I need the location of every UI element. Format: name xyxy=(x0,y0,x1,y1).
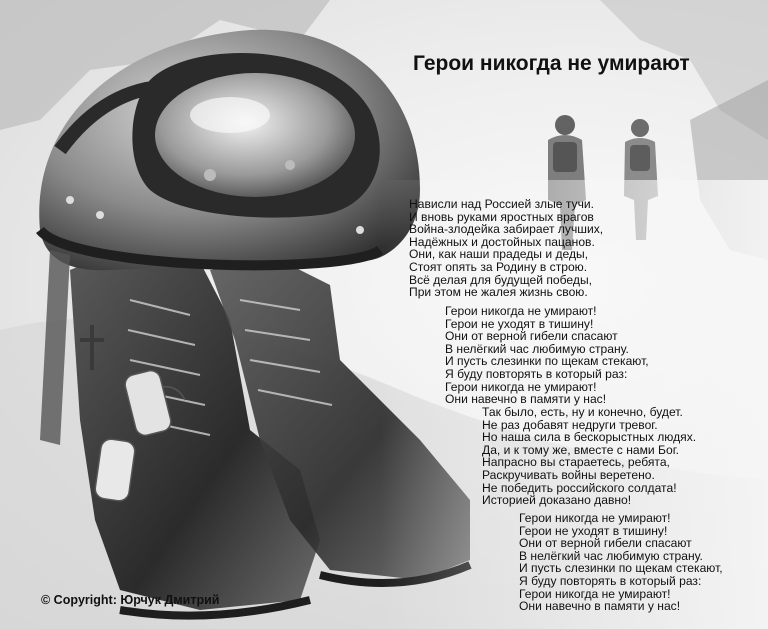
poem-line: Раскручивать войны веретено. xyxy=(482,467,655,482)
poem-line: Не раз добавят недруги тревог. xyxy=(482,417,658,432)
poem-line: Но наша сила в бескорыстных людях. xyxy=(482,430,697,445)
poem-line: В нелёгкий час любимую страну. xyxy=(519,548,703,563)
stanza-1 xyxy=(409,198,603,299)
poem-line: При этом не жалея жизнь свою. xyxy=(409,285,588,300)
poem-line: Герои никогда не умирают! xyxy=(519,511,671,525)
poem-line: Историей доказано давно! xyxy=(482,493,632,508)
poem-line: Они от верной гибели спасают xyxy=(519,536,692,551)
poem-line: Война-злодейка забирает лучших, xyxy=(409,222,604,237)
poem-title: Герои никогда не умирают xyxy=(413,52,690,75)
copyright-notice: © Copyright: Юрчук Дмитрий xyxy=(41,593,220,607)
poem-line: Нависли над Россией злые тучи. xyxy=(409,197,595,211)
poem-line: Герои никогда не умирают! xyxy=(519,586,671,601)
poem-line: И пусть слезинки по щекам стекают, xyxy=(519,561,723,576)
poem-line: И вновь руками яростных врагов xyxy=(409,209,594,224)
poem-line: Да, и к тому же, вместе с нами Бог. xyxy=(482,442,679,457)
poem-line: Герои никогда не умирают! xyxy=(445,379,597,394)
poem-line: Всё делая для будущей победы, xyxy=(409,272,592,287)
poem-line: Так было, есть, ну и конечно, будет. xyxy=(482,405,683,419)
poem-line: Напрасно вы стараетесь, ребята, xyxy=(482,455,670,470)
poem-line: Я буду повторять в который раз: xyxy=(519,573,702,588)
poem-line: Они, как наши прадеды и деды, xyxy=(409,247,589,262)
poem-line: Не победить российского солдата! xyxy=(482,480,677,495)
poem-line: Они от верной гибели спасают xyxy=(445,329,618,344)
poem-line: Стоят опять за Родину в строю. xyxy=(409,259,588,274)
poem-line: Герои не уходят в тишину! xyxy=(445,316,594,331)
stanza-4-chorus xyxy=(519,512,723,613)
poem-line: Герои никогда не умирают! xyxy=(445,304,597,318)
poem-line: Они навечно в памяти у нас! xyxy=(445,392,607,407)
poem-line: Я буду повторять в который раз: xyxy=(445,366,628,381)
poem-line: Герои не уходят в тишину! xyxy=(519,523,668,538)
stanza-2-chorus xyxy=(445,305,649,406)
poem-line: Надёжных и достойных пацанов. xyxy=(409,234,595,249)
poem-line: Они навечно в памяти у нас! xyxy=(519,599,681,614)
poem-line: И пусть слезинки по щекам стекают, xyxy=(445,354,649,369)
poem-line: В нелёгкий час любимую страну. xyxy=(445,341,629,356)
stanza-3 xyxy=(482,406,696,507)
